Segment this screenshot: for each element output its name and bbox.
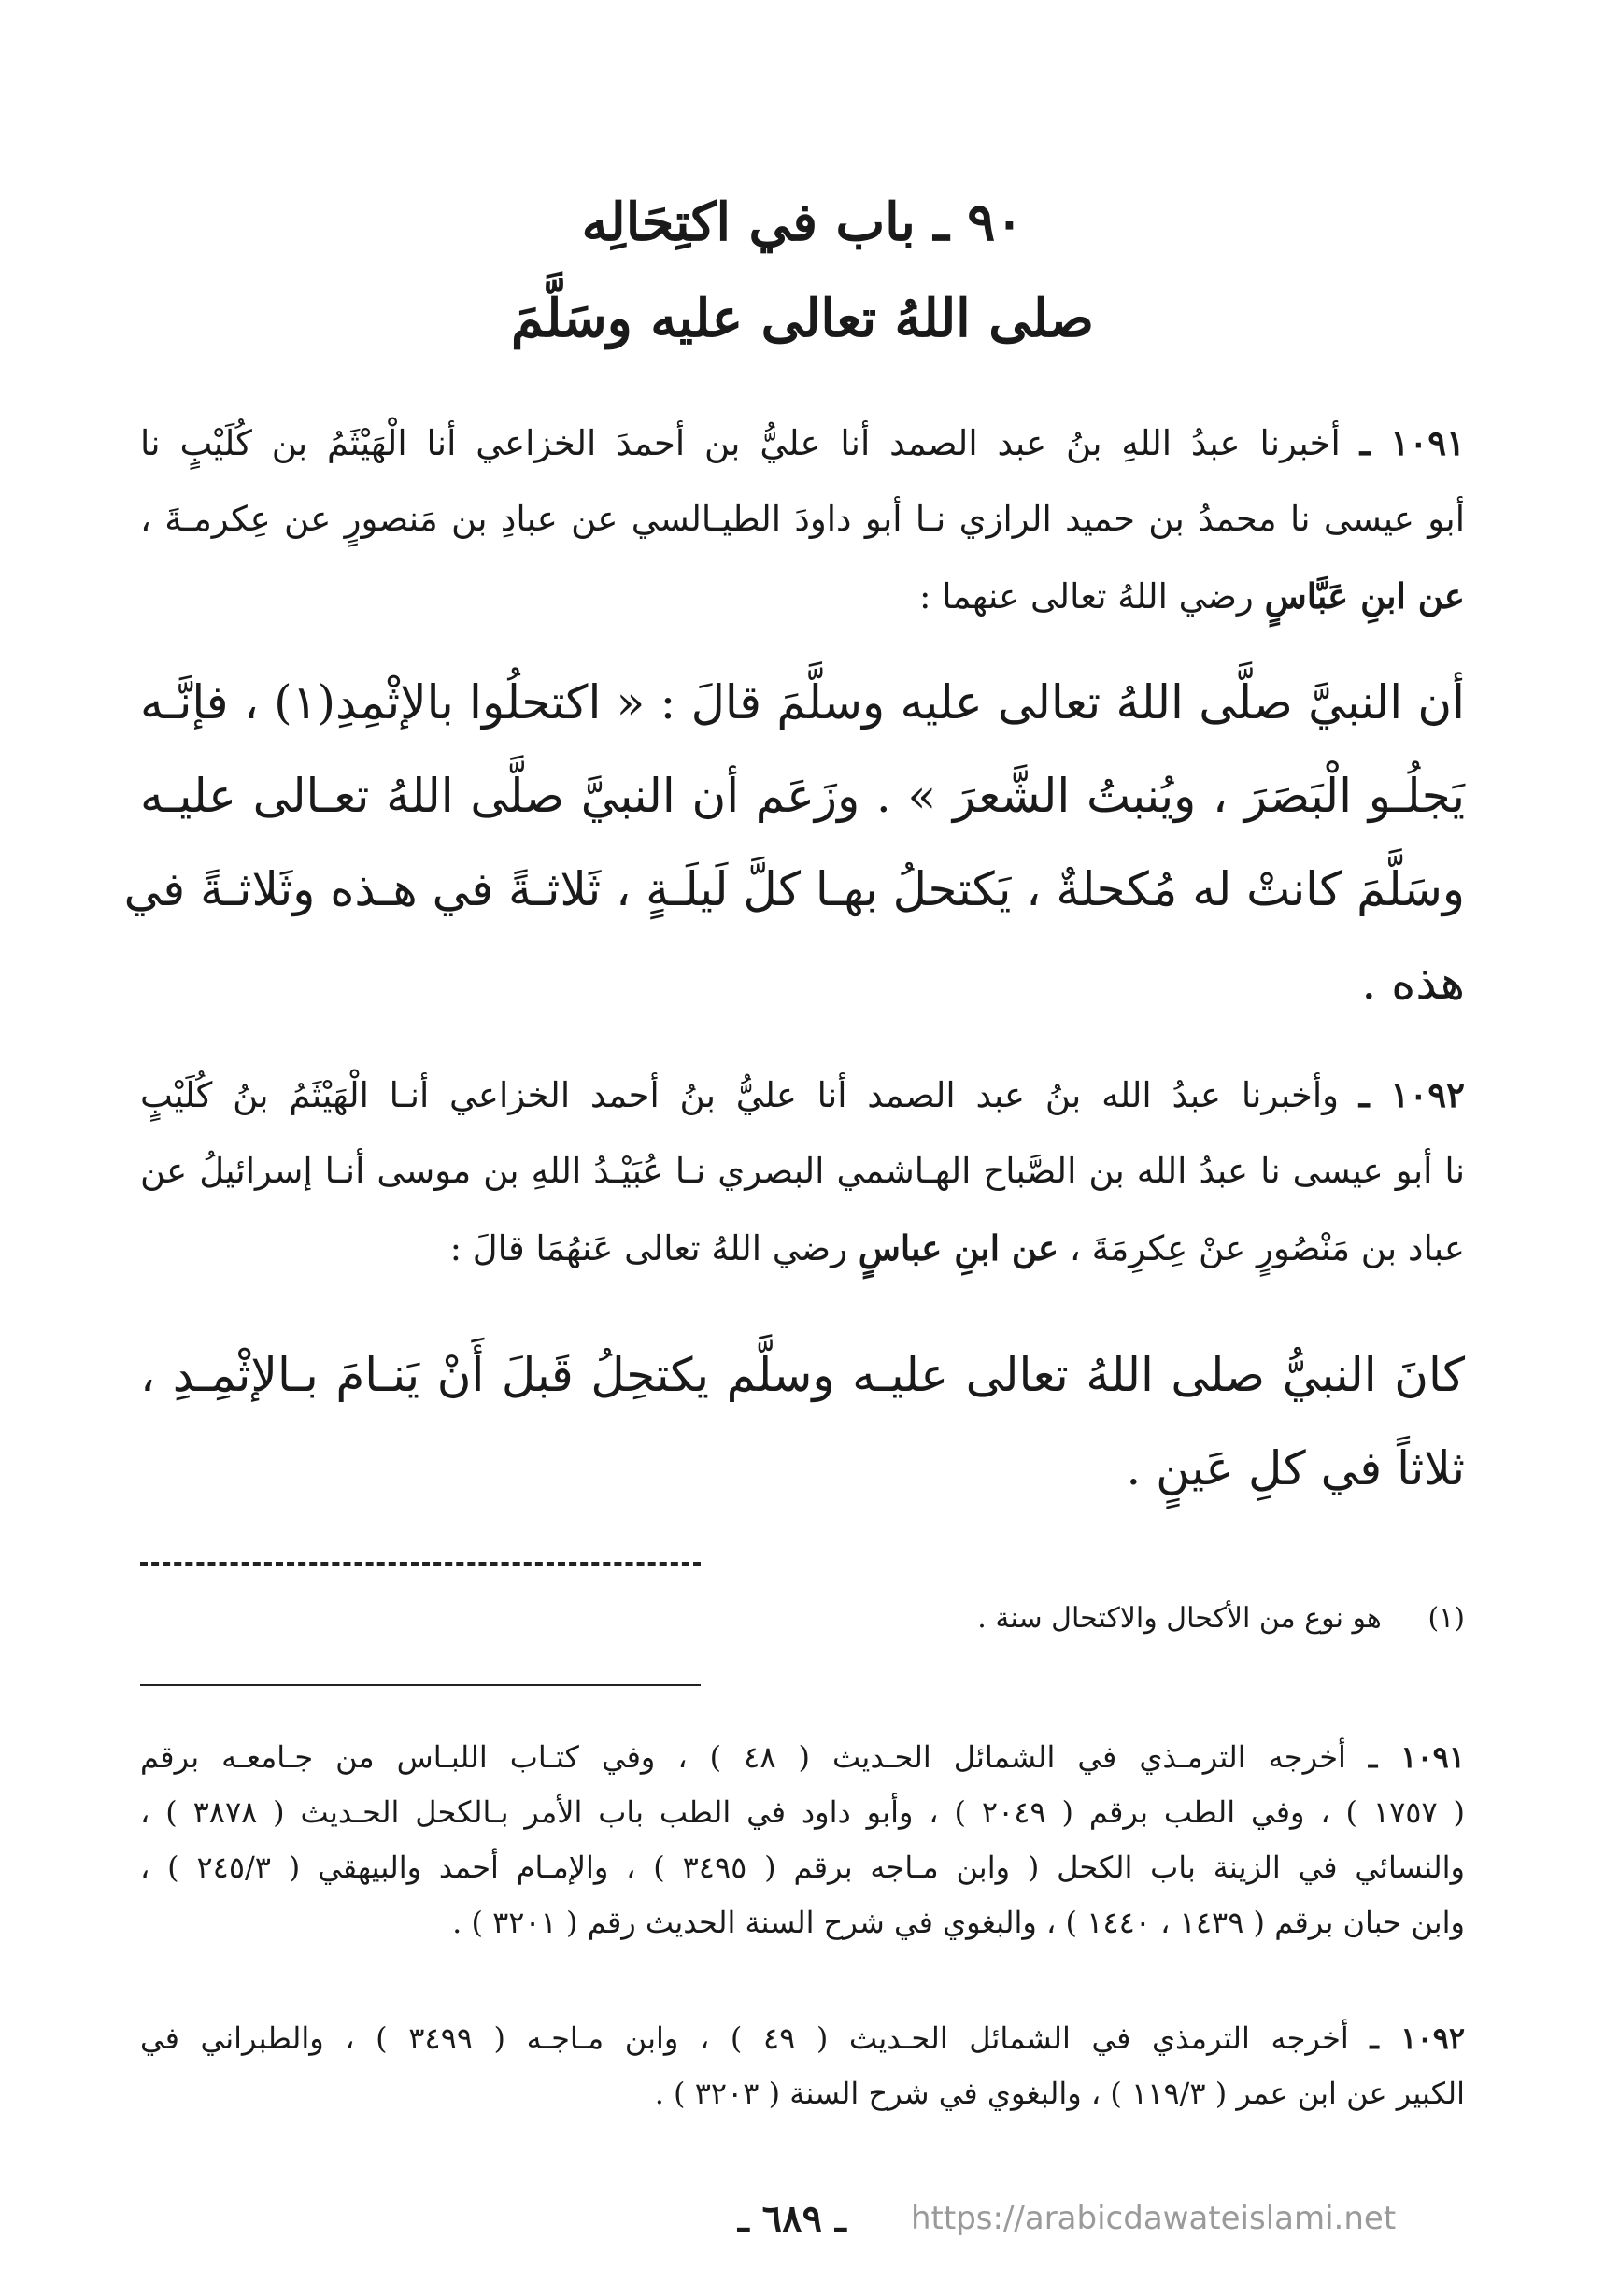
takhrij-line: ١٠٩٢ ـ أخرجه الترمذي في الشمائل الحـديث ( ٤٩ ) ، وابن مـاجـه ( ٣٤٩٩ ) ، والطبراني في — [140, 2020, 1466, 2056]
matn-line: أن النبيَّ صلَّى اللهُ تعالى عليه وسلَّمَ قالَ : « اكتحلُوا بالإثْمِدِ(١) ، فإنَّـه — [140, 675, 1465, 730]
hadith-1092-matn — [140, 1328, 1465, 1515]
hadith-number: ١٠٩٢ ـ — [1358, 1074, 1466, 1115]
chapter-subtitle: صلى اللهُ تعالى عليه وسَلَّمَ — [511, 288, 1094, 349]
narrator-name: عن ابنِ عَبَّاسٍ — [1264, 575, 1465, 617]
isnad-line: عباد بن مَنْصُورٍ عنْ عِكرِمَةَ ، عن ابنِ عباسٍ رضي اللهُ تعالى عَنهُمَا قالَ : — [449, 1227, 1465, 1268]
takhrij-1091 — [140, 1730, 1465, 1950]
footnote-separator — [140, 1562, 701, 1566]
chapter-title: ٩٠ ـ باب في اكتِحَالِه — [581, 191, 1024, 253]
takhrij-line: وابن حبان برقم ( ١٤٣٩ ، ١٤٤٠ ) ، والبغوي في شرح السنة الحديث رقم ( ٣٢٠١ ) . — [452, 1905, 1465, 1940]
takhrij-1092 — [140, 2011, 1465, 2121]
takhrij-line: ( ١٧٥٧ ) ، وفي الطب برقم ( ٢٠٤٩ ) ، وأبو داود في الطب باب الأمر بـالكحل الحـديث ( ٣٨٧٨ ) ، — [140, 1794, 1466, 1830]
takhrij-line: الكبير عن ابن عمر ( ١١٩/٣ ) ، والبغوي في شرح السنة ( ٣٢٠٣ ) . — [654, 2076, 1465, 2111]
takhrij-line: والنسائي في الزينة باب الكحل ( وابن مـاجه برقم ( ٣٤٩٥ ) ، والإمـام أحمد والبيهقي ( ٢٤٥/٣ ) ، — [140, 1850, 1466, 1885]
takhrij-separator — [140, 1684, 701, 1686]
hadith-1091-isnad — [140, 404, 1465, 634]
isnad-line: عن ابنِ عَبَّاسٍ رضي اللهُ تعالى عنهما : — [919, 575, 1465, 617]
watermark-url: https://arabicdawateislami.net — [911, 2200, 1397, 2237]
narrator-name: عن ابنِ عباسٍ — [858, 1227, 1059, 1268]
matn-line: ثلاثاً في كلِ عَينٍ . — [1126, 1441, 1465, 1495]
hadith-number: ١٠٩١ ـ — [1359, 422, 1466, 463]
takhrij-number: ١٠٩٢ ـ — [1370, 2020, 1466, 2056]
hadith-1091-matn — [123, 656, 1465, 1029]
isnad-line: ١٠٩٢ ـ وأخبرنا عبدُ الله بنُ عبد الصمد أنا عليُّ بنُ أحمد الخزاعي أنـا الْهَيْثَمُ بنُ كُلَيْبٍ — [140, 1074, 1466, 1115]
takhrij-line: ١٠٩١ ـ أخرجه الترمـذي في الشمائل الحـديث ( ٤٨ ) ، وفي كتـاب اللبـاس من جـامعـه برقم — [140, 1739, 1465, 1775]
matn-line: كانَ النبيُّ صلى اللهُ تعالى عليـه وسلَّم يكتحِلُ قَبلَ أَنْ يَنـامَ بـالإثْمِـدِ ، — [140, 1348, 1465, 1402]
hadith-1092-isnad — [140, 1056, 1465, 1286]
footnote-marker: (١) — [1427, 1602, 1465, 1635]
matn-line: وسَلَّمَ كانتْ له مُكحلةٌ ، يَكتحلُ بهـا كلَّ لَيلَـةٍ ، ثَلاثـةً في هـذه وثَلاثـةً في — [123, 862, 1465, 916]
isnad-line: ١٠٩١ ـ أخبرنا عبدُ اللهِ بنُ عبد الصمد أنا عليُّ بن أحمدَ الخزاعي أنا الْهَيْثَمُ بن كُلَيْبٍ نا — [140, 422, 1466, 463]
matn-line: هذه . — [1361, 956, 1465, 1010]
isnad-line: أبو عيسى نا محمدُ بن حميد الرازي نـا أبو داودَ الطيـالسي عن عبادِ بن مَنصورٍ عن عِكرمـةَ ، — [140, 499, 1465, 539]
takhrij-number: ١٠٩١ ـ — [1368, 1739, 1465, 1775]
matn-line: يَجلُـو الْبَصَرَ ، ويُنبتُ الشَّعرَ » . وزَعَم أن النبيَّ صلَّى اللهُ تعـالى عليـه — [140, 769, 1465, 823]
page-number: ـ ٦٨٩ ـ — [738, 2197, 846, 2241]
footnote — [977, 1602, 1465, 1635]
footnote-text: هو نوع من الأكحال والاكتحال سنة . — [977, 1602, 1382, 1635]
isnad-line: نا أبو عيسى نا عبدُ الله بن الصَّباح الهـاشمي البصري نـا عُبَيْـدُ اللهِ بن موسى أنـا إسرائيلُ عن — [140, 1151, 1465, 1191]
